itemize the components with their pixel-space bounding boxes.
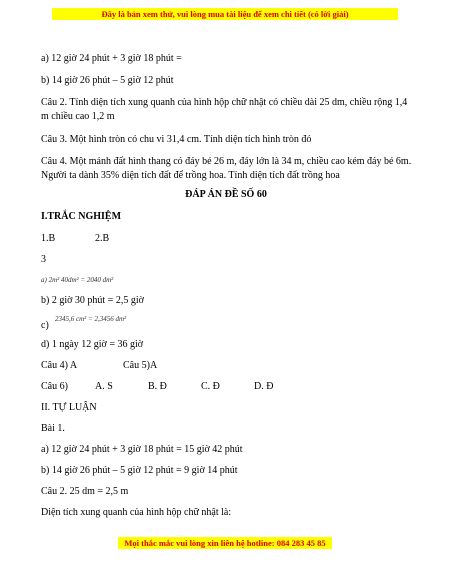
question-cau4: Câu 4. Một mảnh đất hình thang có đáy bé 26 m, đáy lớn là 34 m, chiều cao kém đáy bé 6m. Người ta dành 35% diện tích đất để trồng hoa. Tính diện tích đất trồng hoa [41,156,412,181]
answer-6-option: C. Đ [201,381,220,392]
question-cau3: Câu 3. Một hình tròn có chu vi 31,4 cm. Tính diện tích hình tròn đó [41,134,312,145]
question-cau2: Câu 2. Tính diện tích xung quanh của hình hộp chữ nhật có chiều dài 25 dm, chiều rộng 1,4 m chiều cao 1,2 m [41,97,408,122]
answer-6-option: D. Đ [254,381,274,392]
answer-5: Câu 5)A [123,360,158,371]
answer-1: 1.B [41,233,56,244]
cau2-answer: Câu 2. 25 dm = 2,5 m [41,486,129,497]
answer-6-option: B. Đ [148,381,167,392]
answer-3d: d) 1 ngày 12 giờ = 36 giờ [41,339,144,350]
answer-2: 2.B [95,233,110,244]
section-tracnghiem: I.TRẮC NGHIỆM [41,211,122,222]
answer-title: ĐÁP ÁN ĐỀ SỐ 60 [185,189,267,200]
answer-3c: 2345,6 cm² = 2,3456 dm² [55,315,127,323]
answer-6-label: Câu 6) [41,381,68,392]
hotline-footer: Mọi thắc mắc vui lòng xin liên hệ hotline: 084 283 45 85 [118,537,332,549]
cau2-text: Diện tích xung quanh của hình hộp chữ nhật là: [41,507,232,518]
bai-1a: a) 12 giờ 24 phút + 3 giờ 18 phút = 15 giờ 42 phút [41,444,243,455]
answer-3b: b) 2 giờ 30 phút = 2,5 giờ [41,295,144,306]
answer-6 [41,380,273,393]
question-a: a) 12 giờ 24 phút + 3 giờ 18 phút = [41,53,182,64]
question-b: b) 14 giờ 26 phút – 5 giờ 12 phút [41,75,174,86]
answer-4: Câu 4) A [41,360,78,371]
bai-1b: b) 14 giờ 26 phút – 5 giờ 12 phút = 9 giờ 14 phút [41,465,238,476]
bai-1: Bài 1. [41,423,65,434]
answer-3: 3 [41,254,46,265]
answer-3a: a) 2m² 40dm² = 2040 dm² [41,276,114,284]
preview-banner: Đây là bản xem thử, vui lòng mua tài liệu để xem chi tiết (có lời giải) [52,8,398,20]
answer-3c-label: c) [41,320,49,331]
answer-6-option: A. S [95,381,113,392]
section-tuluan: II. TỰ LUẬN [41,402,97,413]
